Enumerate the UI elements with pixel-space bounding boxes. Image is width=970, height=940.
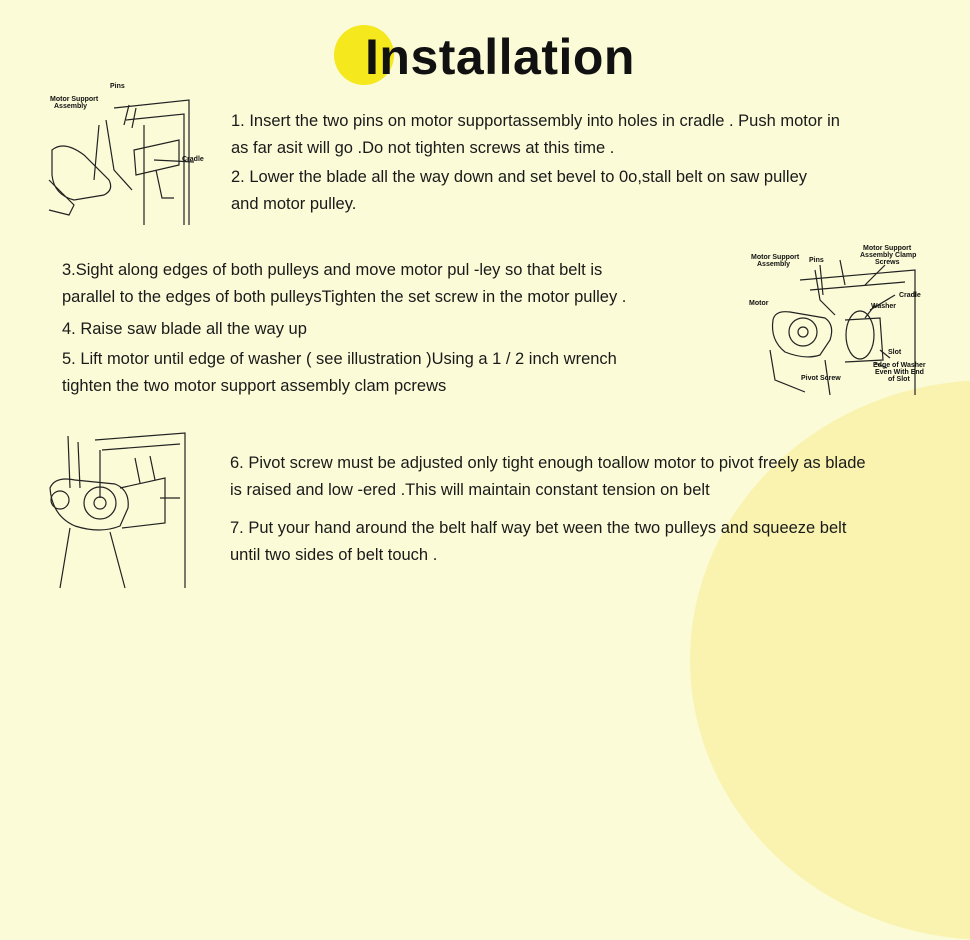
step-1-line-2: as far asit will go .Do not tighten screws at this time . xyxy=(231,139,615,157)
step-4 xyxy=(62,316,307,343)
step-2-line-1: 2. Lower the blade all the way down and set bevel to 0o,stall belt on saw pulley xyxy=(231,168,808,186)
step-5 xyxy=(62,346,617,400)
step-3-line-2: parallel to the edges of both pulleysTighten the set screw in the motor pulley . xyxy=(62,288,627,306)
label-clamp-2: Assembly Clamp xyxy=(860,252,917,259)
page-title: Installation xyxy=(365,29,635,85)
step-2 xyxy=(231,164,807,218)
label-clamp-1: Motor Support xyxy=(863,245,912,252)
step-3-line-1: 3.Sight along edges of both pulleys and move motor pul -ley so that belt is xyxy=(62,261,603,279)
label-assembly: Assembly xyxy=(54,103,88,110)
step-7-line-2: until two sides of belt touch . xyxy=(230,546,438,564)
label-edge-3: of Slot xyxy=(888,376,910,383)
label-motor-support-2: Motor Support xyxy=(751,254,800,261)
step-6-line-1: 6. Pivot screw must be adjusted only tight enough toallow motor to pivot freely as blade xyxy=(230,454,866,472)
step-1 xyxy=(231,108,840,162)
motor-washer-illustration xyxy=(745,240,960,400)
label-cradle-2: Cradle xyxy=(899,292,921,299)
label-slot: Slot xyxy=(888,349,902,356)
step-1-line-1: 1. Insert the two pins on motor supportassembly into holes in cradle . Push motor in xyxy=(231,112,840,130)
label-washer: Washer xyxy=(871,303,897,310)
step-7 xyxy=(230,515,846,569)
step-3 xyxy=(62,257,626,311)
label-cradle: Cradle xyxy=(182,156,204,163)
label-motor: Motor xyxy=(749,300,769,307)
pivot-belt-illustration xyxy=(40,428,190,593)
label-motor-support: Motor Support xyxy=(50,96,99,103)
label-pins: Pins xyxy=(110,83,125,90)
label-pivot-screw: Pivot Screw xyxy=(801,375,841,382)
step-5-line-2: tighten the two motor support assembly clam pcrews xyxy=(62,377,447,395)
step-2-line-2: and motor pulley. xyxy=(231,195,357,213)
step-6-line-2: is raised and low -ered .This will maintain constant tension on belt xyxy=(230,481,710,499)
label-pins-2: Pins xyxy=(809,257,824,264)
step-7-line-1: 7. Put your hand around the belt half way bet ween the two pulleys and squeeze belt xyxy=(230,519,847,537)
step-6 xyxy=(230,450,866,504)
label-edge-2: Even With End xyxy=(875,369,924,376)
step-4-line-1: 4. Raise saw blade all the way up xyxy=(62,320,307,338)
label-edge-1: Edge of Washer xyxy=(873,362,926,369)
label-clamp-3: Screws xyxy=(875,259,900,266)
step-5-line-1: 5. Lift motor until edge of washer ( see illustration )Using a 1 / 2 inch wrench xyxy=(62,350,617,368)
motor-pins-illustration xyxy=(44,80,214,230)
label-assembly-2: Assembly xyxy=(757,261,791,268)
